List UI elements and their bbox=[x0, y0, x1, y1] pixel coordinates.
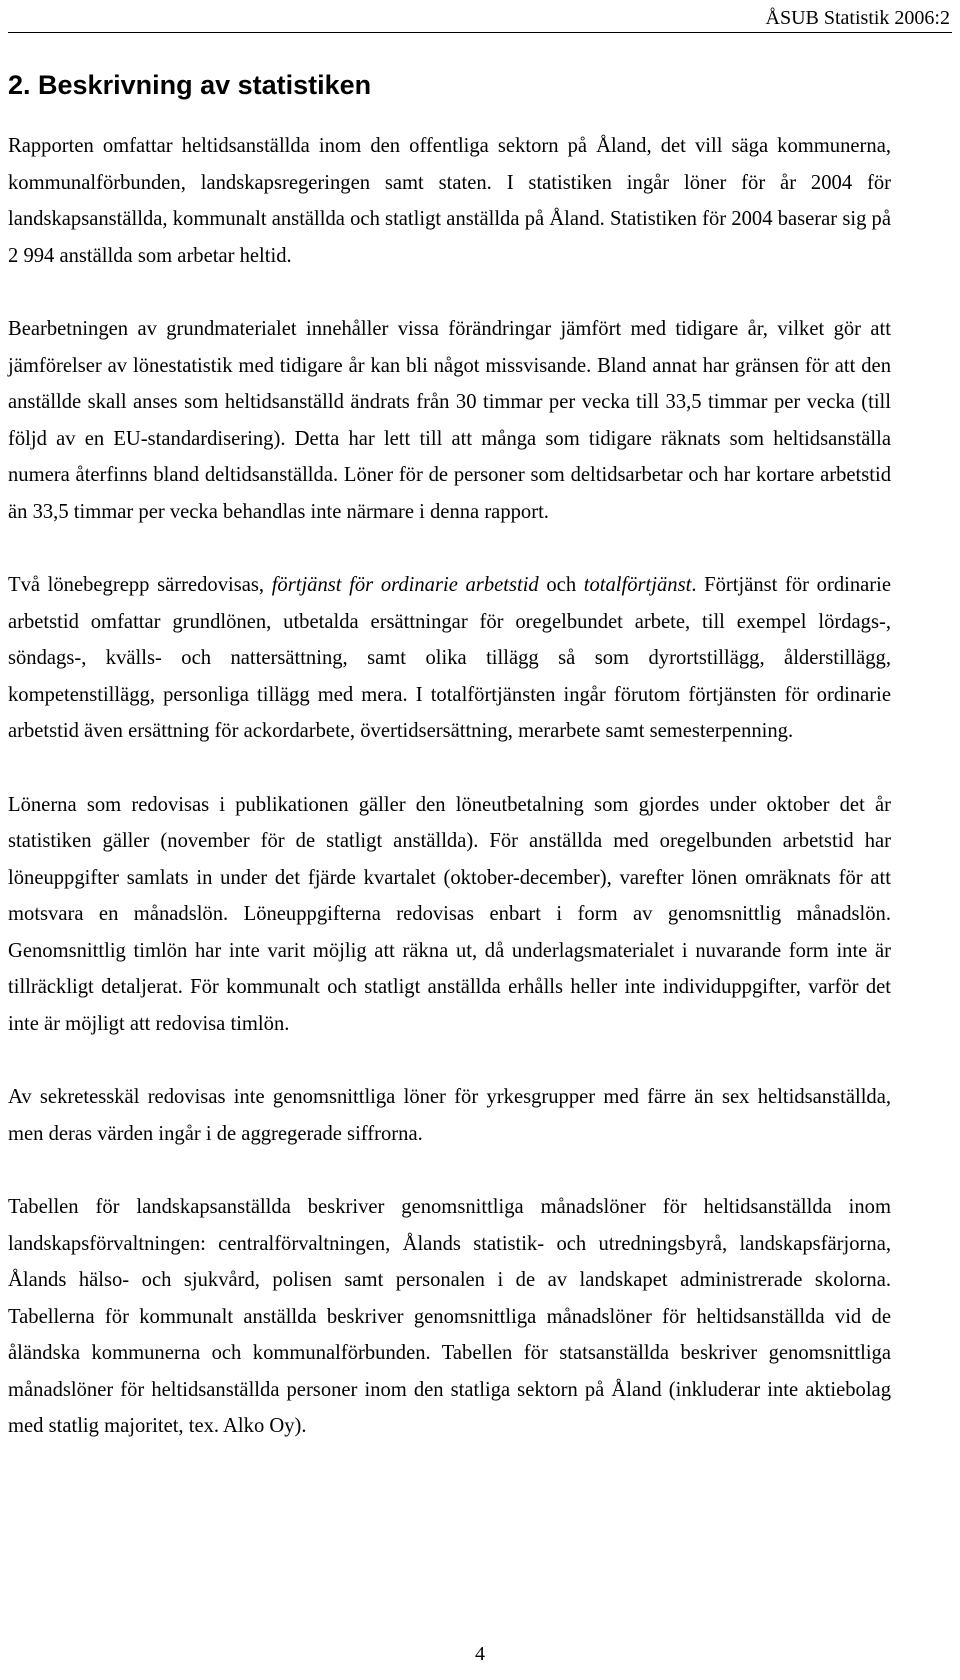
wage-concepts-rest: . Förtjänst för ordinarie arbetstid omfattar grundlönen, utbetalda ersättningar för oregelbundet arbete, till exempel lördags-, söndags-, kvälls- och nattersättning, samt olika tillägg så som dyrortstillägg, ålderstillägg, kompetenstillägg, personliga tillägg med mera. I totalförtjänsten ingår förutom förtjänsten för ordinarie arbetstid även ersättning för ackordarbete, övertidsersättning, merarbete samt semesterpenning. bbox=[8, 574, 892, 742]
term-total-earnings: totalförtjänst bbox=[583, 574, 692, 596]
wage-concepts-intro: Två lönebegrepp särredovisas, bbox=[8, 574, 272, 596]
term-ordinary-earnings: förtjänst för ordinarie arbetstid bbox=[271, 574, 539, 596]
paragraph-wage-concepts bbox=[8, 567, 891, 750]
paragraph-tables: Tabellen för landskapsanställda beskriver genomsnittliga månadslöner för heltidsanställda inom landskapsförvaltningen: centralförvaltningen, Ålands statistik- och utredningsbyrå, landskapsfärjorna, Ålands hälso- och sjukvård, polisen samt personalen i de av landskapet administrerade skolorna. Tabellerna för kommunalt anställda beskriver genomsnittliga månadslöner för heltidsanställda vid de åländska kommunerna och kommunalförbunden. Tabellen för statsanställda beskriver genomsnittliga månadslöner för heltidsanställda personer inom den statliga sektorn på Åland (inkluderar inte aktiebolag med statlig majoritet, tex. Alko Oy). bbox=[8, 1196, 891, 1437]
paragraph-payment-period: Lönerna som redovisas i publikationen gäller den löneutbetalning som gjordes under oktober det år statistiken gäller (november för de statligt anställda). För anställda med oregelbunden arbetstid har löneuppgifter samlats in under det fjärde kvartalet (oktober-december), varefter lönen omräknats för att motsvara en månadslön. Löneuppgifterna redovisas enbart i form av genomsnittlig månadslön. Genomsnittlig timlön har inte varit möjlig att räkna ut, då underlagsmaterialet i nuvarande form inte är tillräckligt detaljerat. För kommunalt och statligt anställda erhålls heller inte individuppgifter, varför det inte är möjligt att redovisa timlön. bbox=[8, 793, 891, 1035]
body-text bbox=[8, 128, 891, 1445]
page-number: 4 bbox=[475, 1643, 485, 1665]
paragraph-processing: Bearbetningen av grundmaterialet innehåller vissa förändringar jämfört med tidigare år, vilket gör att jämförelser av lönestatistik med tidigare år kan bli något missvisande. Bland annat har gränsen för att den anställde skall anses som heltidsanställd ändrats från 30 timmar per vecka till 33,5 timmar per vecka (till följd av en EU-standardisering). Detta har lett till att många som tidigare räknats som heltidsanställa numera återfinns bland deltidsanställda. Löner för de personer som deltidsarbetar och har kortare arbetstid än 33,5 timmar per vecka behandlas inte närmare i denna rapport. bbox=[8, 318, 891, 523]
header-rule bbox=[8, 32, 952, 33]
paragraph-confidentiality: Av sekretesskäl redovisas inte genomsnittliga löner för yrkesgrupper med färre än sex heltidsanställda, men deras värden ingår i de aggregerade siffrorna. bbox=[8, 1086, 891, 1145]
wage-concepts-connector: och bbox=[538, 574, 584, 596]
paragraph-scope: Rapporten omfattar heltidsanställda inom den offentliga sektorn på Åland, det vill säga kommunerna, kommunalförbunden, landskapsregeringen samt staten. I statistiken ingår löner för år 2004 för landskapsanställda, kommunalt anställda och statligt anställda på Åland. Statistiken för 2004 baserar sig på 2 994 anställda som arbetar heltid. bbox=[8, 135, 891, 267]
section-heading: 2. Beskrivning av statistiken bbox=[8, 70, 372, 100]
running-header: ÅSUB Statistik 2006:2 bbox=[765, 7, 950, 29]
